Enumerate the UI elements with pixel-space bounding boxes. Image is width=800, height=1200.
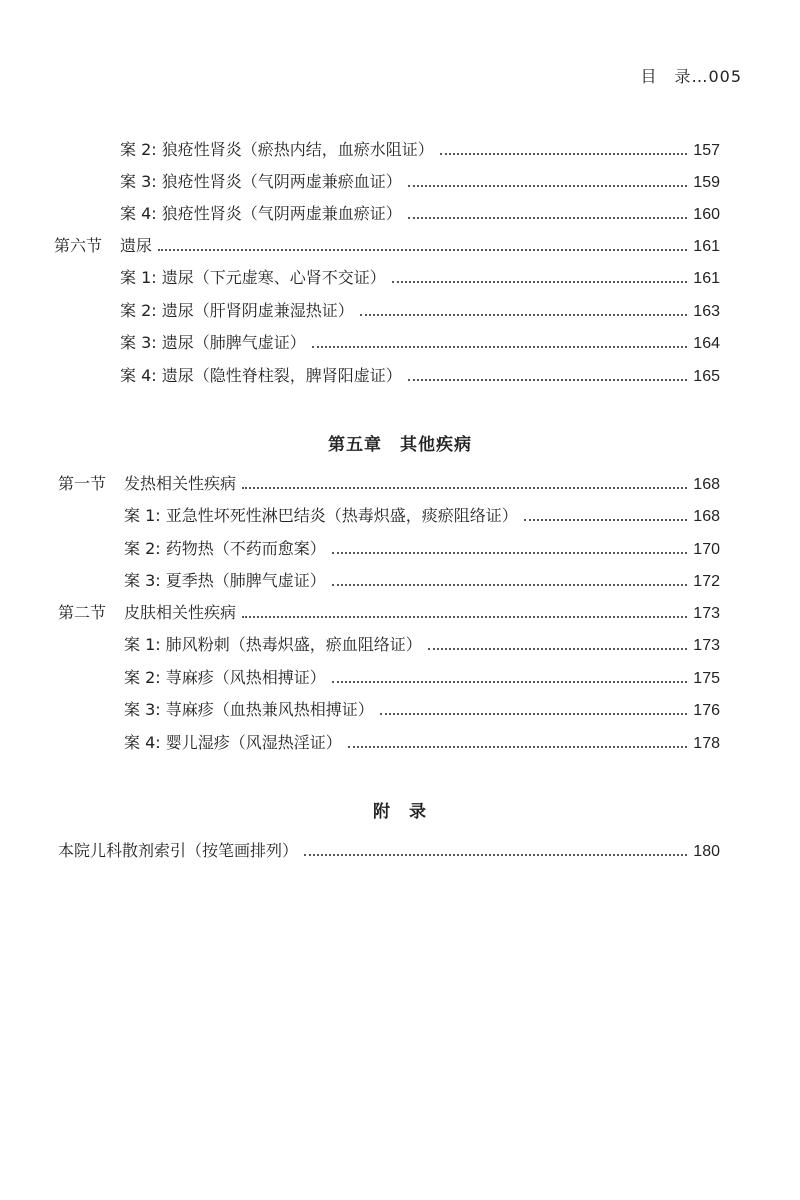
leader-dots <box>304 854 687 856</box>
toc-entry-page: 173 <box>693 605 720 622</box>
toc-entry-label: 案 1: 遗尿（下元虚寒、心肾不交证） <box>120 268 386 287</box>
leader-dots <box>332 552 688 554</box>
leader-dots <box>332 681 688 683</box>
toc-entry-page: 168 <box>693 476 720 493</box>
toc-entry[interactable] <box>120 364 720 388</box>
header-page-number: 005 <box>708 67 742 86</box>
section-number: 第二节 <box>58 603 107 622</box>
leader-dots <box>242 616 687 618</box>
section-title: 皮肤相关性疾病 <box>124 603 237 622</box>
toc-entry-label: 案 4: 狼疮性肾炎（气阴两虚兼血瘀证） <box>120 204 402 223</box>
toc-entry-label: 案 3: 遗尿（肺脾气虚证） <box>120 333 306 352</box>
toc-entry[interactable] <box>124 633 720 657</box>
toc-entry-label: 案 3: 狼疮性肾炎（气阴两虚兼瘀血证） <box>120 172 402 191</box>
section-number: 第六节 <box>54 236 103 255</box>
leader-dots <box>332 584 688 586</box>
toc-section-label <box>58 601 236 625</box>
toc-entry-label: 案 2: 遗尿（肝肾阴虚兼湿热证） <box>120 301 354 320</box>
toc-entry[interactable] <box>58 839 720 863</box>
toc-section-label <box>54 234 152 258</box>
toc-entry-page: 170 <box>693 541 720 558</box>
toc-entry[interactable] <box>124 537 720 561</box>
leader-dots <box>408 185 688 187</box>
toc-section-entry[interactable] <box>54 234 720 258</box>
toc-entry-page: 165 <box>693 368 720 385</box>
leader-dots <box>408 217 688 219</box>
toc-section-label <box>58 472 236 496</box>
toc-entry-page: 172 <box>693 573 720 590</box>
toc-entry[interactable] <box>124 731 720 755</box>
toc-entry[interactable] <box>124 504 720 528</box>
toc-entry-page: 173 <box>693 637 720 654</box>
toc-section-entry[interactable] <box>58 601 720 625</box>
toc-entry[interactable] <box>124 666 720 690</box>
toc-entry-page: 161 <box>693 238 720 255</box>
toc-entry-label: 案 4: 婴儿湿疹（风湿热淫证） <box>124 733 342 752</box>
toc-entry[interactable] <box>120 331 720 355</box>
leader-dots <box>380 713 688 715</box>
toc-entry[interactable] <box>120 266 720 290</box>
leader-dots <box>428 648 688 650</box>
toc-entry[interactable] <box>120 138 720 162</box>
toc-entry-page: 157 <box>693 142 720 159</box>
toc-entry-page: 163 <box>693 303 720 320</box>
leader-dots <box>524 519 688 521</box>
toc-entry-label: 案 1: 亚急性坏死性淋巴结炎（热毒炽盛，痰瘀阻络证） <box>124 506 518 525</box>
toc-entry-page: 175 <box>693 670 720 687</box>
toc-entry-page: 168 <box>693 508 720 525</box>
toc-entry-page: 176 <box>693 702 720 719</box>
toc-entry-page: 164 <box>693 335 720 352</box>
toc-entry-label: 案 3: 夏季热（肺脾气虚证） <box>124 571 326 590</box>
toc-entry[interactable] <box>124 569 720 593</box>
toc-entry-label: 案 2: 药物热（不药而愈案） <box>124 539 326 558</box>
appendix-heading[interactable]: 附 录 <box>373 802 427 822</box>
toc-entry[interactable] <box>120 170 720 194</box>
toc-entry-page: 178 <box>693 735 720 752</box>
leader-dots <box>440 153 688 155</box>
header-ellipsis: … <box>691 67 709 86</box>
leader-dots <box>158 249 687 251</box>
leader-dots <box>360 314 688 316</box>
toc-entry-label: 本院儿科散剂索引（按笔画排列） <box>58 841 299 860</box>
section-title: 遗尿 <box>120 236 153 255</box>
toc-entry[interactable] <box>124 698 720 722</box>
toc-entry-label: 案 3: 荨麻疹（血热兼风热相搏证） <box>124 700 374 719</box>
toc-entry-page: 159 <box>693 174 720 191</box>
leader-dots <box>312 346 688 348</box>
toc-entry-page: 160 <box>693 206 720 223</box>
section-number: 第一节 <box>58 474 107 493</box>
toc-entry-page: 180 <box>693 843 720 860</box>
chapter-heading[interactable]: 第五章 其他疾病 <box>328 435 472 455</box>
toc-section-entry[interactable] <box>58 472 720 496</box>
section-title: 发热相关性疾病 <box>124 474 237 493</box>
leader-dots <box>392 281 688 283</box>
toc-entry-label: 案 2: 荨麻疹（风热相搏证） <box>124 668 326 687</box>
leader-dots <box>408 379 688 381</box>
toc-entry-label: 案 1: 肺风粉刺（热毒炽盛，瘀血阻络证） <box>124 635 422 654</box>
header-label: 目 录 <box>640 67 692 86</box>
toc-entry[interactable] <box>120 299 720 323</box>
leader-dots <box>242 487 687 489</box>
toc-entry[interactable] <box>120 202 720 226</box>
leader-dots <box>348 746 688 748</box>
toc-entry-page: 161 <box>693 270 720 287</box>
toc-entry-label: 案 2: 狼疮性肾炎（瘀热内结，血瘀水阻证） <box>120 140 434 159</box>
toc-entry-label: 案 4: 遗尿（隐性脊柱裂，脾肾阳虚证） <box>120 366 402 385</box>
running-header <box>640 64 742 87</box>
